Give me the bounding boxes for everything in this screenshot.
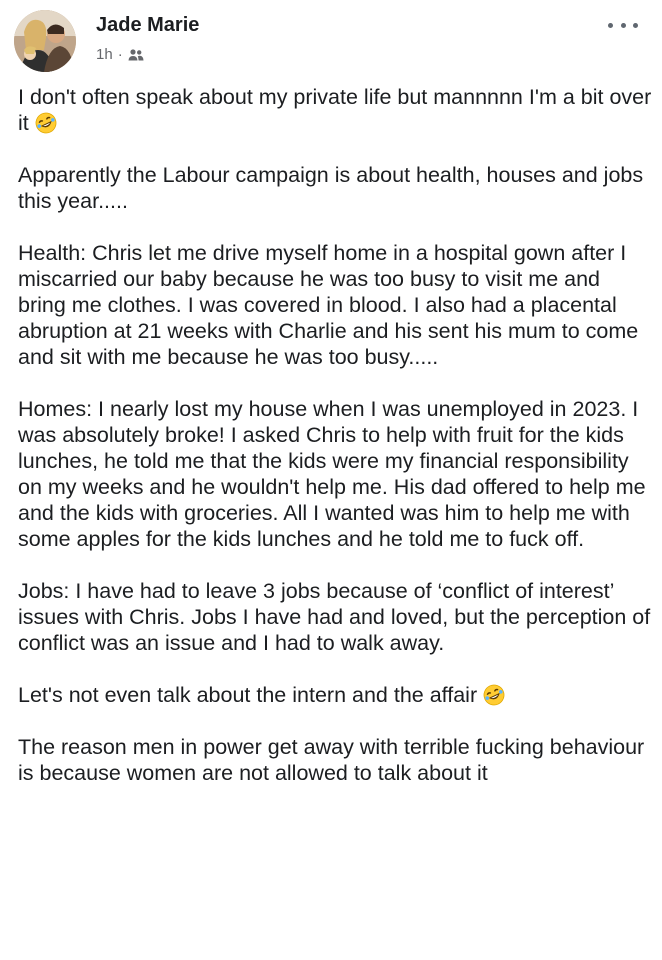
- paragraph-text: I don't often speak about my private life but mannnnn I'm a bit over it: [18, 85, 652, 135]
- post-paragraph: [18, 84, 652, 136]
- more-dot: [633, 23, 638, 28]
- post-time[interactable]: 1h: [96, 46, 113, 63]
- friends-icon[interactable]: [128, 48, 144, 62]
- post-body: [18, 84, 652, 812]
- post-paragraph: [18, 682, 652, 708]
- more-dot: [608, 23, 613, 28]
- rolling-on-floor-laughing-emoji-icon: [483, 684, 505, 706]
- avatar-photo-icon: [14, 10, 76, 72]
- post-paragraph: [18, 578, 652, 656]
- post-paragraph: [18, 240, 652, 370]
- paragraph-text: Health: Chris let me drive myself home in a hospital gown after I miscarried our baby because he was too busy to visit me and bring me clothes. I was covered in blood. I also had a placental abruption at 21 weeks with Charlie and his sent his mum to come and sit with me because he was too busy.....: [18, 241, 639, 369]
- author-name[interactable]: Jade Marie: [96, 14, 200, 36]
- more-options-icon[interactable]: [608, 16, 638, 34]
- paragraph-text: The reason men in power get away with terrible fucking behaviour is because women are not allowed to talk about it: [18, 735, 645, 785]
- paragraph-text: Homes: I nearly lost my house when I was unemployed in 2023. I was absolutely broke! I asked Chris to help with fruit for the kids lunches, he told me that the kids were my financial responsibility on my weeks and he wouldn't help me. His dad offered to help me and the kids with groceries. All I wanted was him to help me with some apples for the kids lunches and he told me to fuck off.: [18, 397, 646, 551]
- paragraph-text: Let's not even talk about the intern and the affair: [18, 683, 478, 707]
- rolling-on-floor-laughing-emoji-icon: [35, 112, 57, 134]
- paragraph-text: Jobs: I have had to leave 3 jobs because of ‘conflict of interest’ issues with Chris. Jobs I have had and loved, but the perception of conflict was an issue and I had to walk away.: [18, 579, 651, 655]
- post-paragraph: [18, 396, 652, 552]
- post-meta: [96, 46, 144, 63]
- post-header: [12, 10, 650, 74]
- paragraph-text: Apparently the Labour campaign is about health, houses and jobs this year.....: [18, 163, 644, 213]
- meta-separator: ·: [117, 46, 123, 63]
- post-paragraph: [18, 734, 652, 786]
- avatar[interactable]: [14, 10, 76, 72]
- more-dot: [621, 23, 626, 28]
- post-paragraph: [18, 162, 652, 214]
